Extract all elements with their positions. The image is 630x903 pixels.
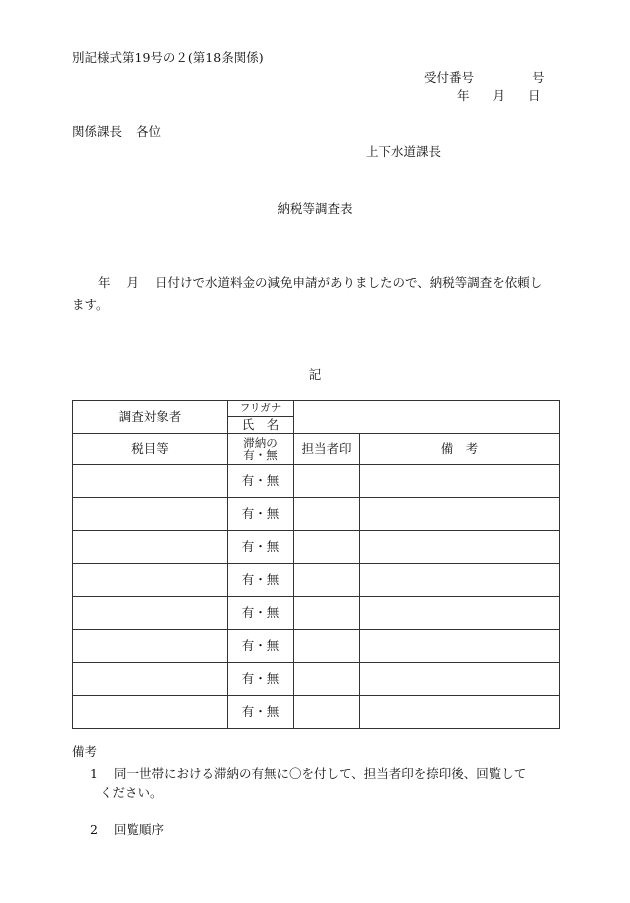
date-line bbox=[457, 88, 541, 103]
body-month: 月 bbox=[126, 275, 140, 290]
tax-item-cell[interactable] bbox=[73, 465, 228, 498]
delinquency-header bbox=[228, 434, 294, 465]
receipt-number-line bbox=[424, 70, 545, 85]
remarks-cell[interactable] bbox=[360, 564, 560, 597]
subject-label: 調査対象者 bbox=[73, 401, 228, 434]
sender: 上下水道課長 bbox=[366, 144, 442, 159]
tax-item-cell[interactable] bbox=[73, 630, 228, 663]
delinquency-header-line1: 滞納の bbox=[243, 436, 278, 450]
seal-cell[interactable] bbox=[294, 663, 360, 696]
seal-cell[interactable] bbox=[294, 630, 360, 663]
tax-item-cell[interactable] bbox=[73, 531, 228, 564]
form-label: 別記様式第19号の２(第18条関係) bbox=[72, 50, 264, 65]
seal-cell[interactable] bbox=[294, 465, 360, 498]
date-month: 月 bbox=[492, 88, 506, 103]
note-item-2 bbox=[90, 822, 164, 837]
delinquency-status[interactable]: 有・無 bbox=[228, 630, 294, 663]
delinquency-status[interactable]: 有・無 bbox=[228, 531, 294, 564]
table-row bbox=[73, 696, 560, 729]
delinquency-status[interactable]: 有・無 bbox=[228, 498, 294, 531]
seal-cell[interactable] bbox=[294, 531, 360, 564]
delinquency-status[interactable]: 有・無 bbox=[228, 465, 294, 498]
date-year: 年 bbox=[457, 88, 470, 103]
seal-header: 担当者印 bbox=[294, 434, 360, 465]
tax-item-cell[interactable] bbox=[73, 597, 228, 630]
note-item-1 bbox=[90, 764, 560, 802]
survey-table bbox=[72, 400, 560, 729]
receipt-number-suffix: 号 bbox=[532, 70, 545, 85]
table-row bbox=[73, 531, 560, 564]
seal-cell[interactable] bbox=[294, 597, 360, 630]
addressee-honorific: 各位 bbox=[136, 124, 162, 139]
seal-cell[interactable] bbox=[294, 498, 360, 531]
delinquency-status[interactable]: 有・無 bbox=[228, 564, 294, 597]
tax-item-header: 税目等 bbox=[73, 434, 228, 465]
table-row bbox=[73, 498, 560, 531]
remarks-cell[interactable] bbox=[360, 465, 560, 498]
date-day: 日 bbox=[528, 88, 541, 103]
remarks-cell[interactable] bbox=[360, 696, 560, 729]
remarks-cell[interactable] bbox=[360, 597, 560, 630]
request-body bbox=[72, 272, 554, 316]
remarks-cell[interactable] bbox=[360, 630, 560, 663]
tax-item-cell[interactable] bbox=[73, 696, 228, 729]
tax-item-cell[interactable] bbox=[73, 564, 228, 597]
note1-number: 1 bbox=[90, 766, 98, 781]
note2-text: 回覧順序 bbox=[114, 822, 165, 837]
table-row bbox=[73, 564, 560, 597]
note1-line1: 同一世帯における滞納の有無に〇を付して、担当者印を捺印後、回覧して bbox=[114, 766, 527, 781]
notes-title: 備考 bbox=[72, 744, 98, 759]
remarks-cell[interactable] bbox=[360, 531, 560, 564]
receipt-number-label: 受付番号 bbox=[424, 70, 475, 85]
note1-line2: ください。 bbox=[100, 785, 163, 800]
addressee-line bbox=[72, 124, 161, 139]
seal-cell[interactable] bbox=[294, 696, 360, 729]
delinquency-status[interactable]: 有・無 bbox=[228, 696, 294, 729]
tax-item-cell[interactable] bbox=[73, 498, 228, 531]
body-year: 年 bbox=[98, 275, 111, 290]
body-text: 日付けで水道料金の減免申請がありましたので、納税等調査を依頼します。 bbox=[72, 275, 543, 312]
delinquency-status[interactable]: 有・無 bbox=[228, 663, 294, 696]
remarks-header: 備 考 bbox=[360, 434, 560, 465]
document-title: 納税等調査表 bbox=[277, 201, 353, 216]
subject-name-field[interactable] bbox=[294, 401, 560, 434]
delinquency-status[interactable]: 有・無 bbox=[228, 597, 294, 630]
tax-item-cell[interactable] bbox=[73, 663, 228, 696]
addressee-recipients: 関係課長 bbox=[72, 124, 123, 139]
ki-heading: 記 bbox=[308, 367, 322, 382]
remarks-cell[interactable] bbox=[360, 498, 560, 531]
table-row bbox=[73, 465, 560, 498]
seal-cell[interactable] bbox=[294, 564, 360, 597]
table-row bbox=[73, 663, 560, 696]
furigana-label: フリガナ bbox=[228, 401, 294, 417]
name-label: 氏 名 bbox=[228, 417, 294, 434]
note2-number: 2 bbox=[90, 822, 98, 837]
table-row bbox=[73, 630, 560, 663]
table-row bbox=[73, 597, 560, 630]
remarks-cell[interactable] bbox=[360, 663, 560, 696]
delinquency-header-line2: 有・無 bbox=[243, 448, 278, 462]
